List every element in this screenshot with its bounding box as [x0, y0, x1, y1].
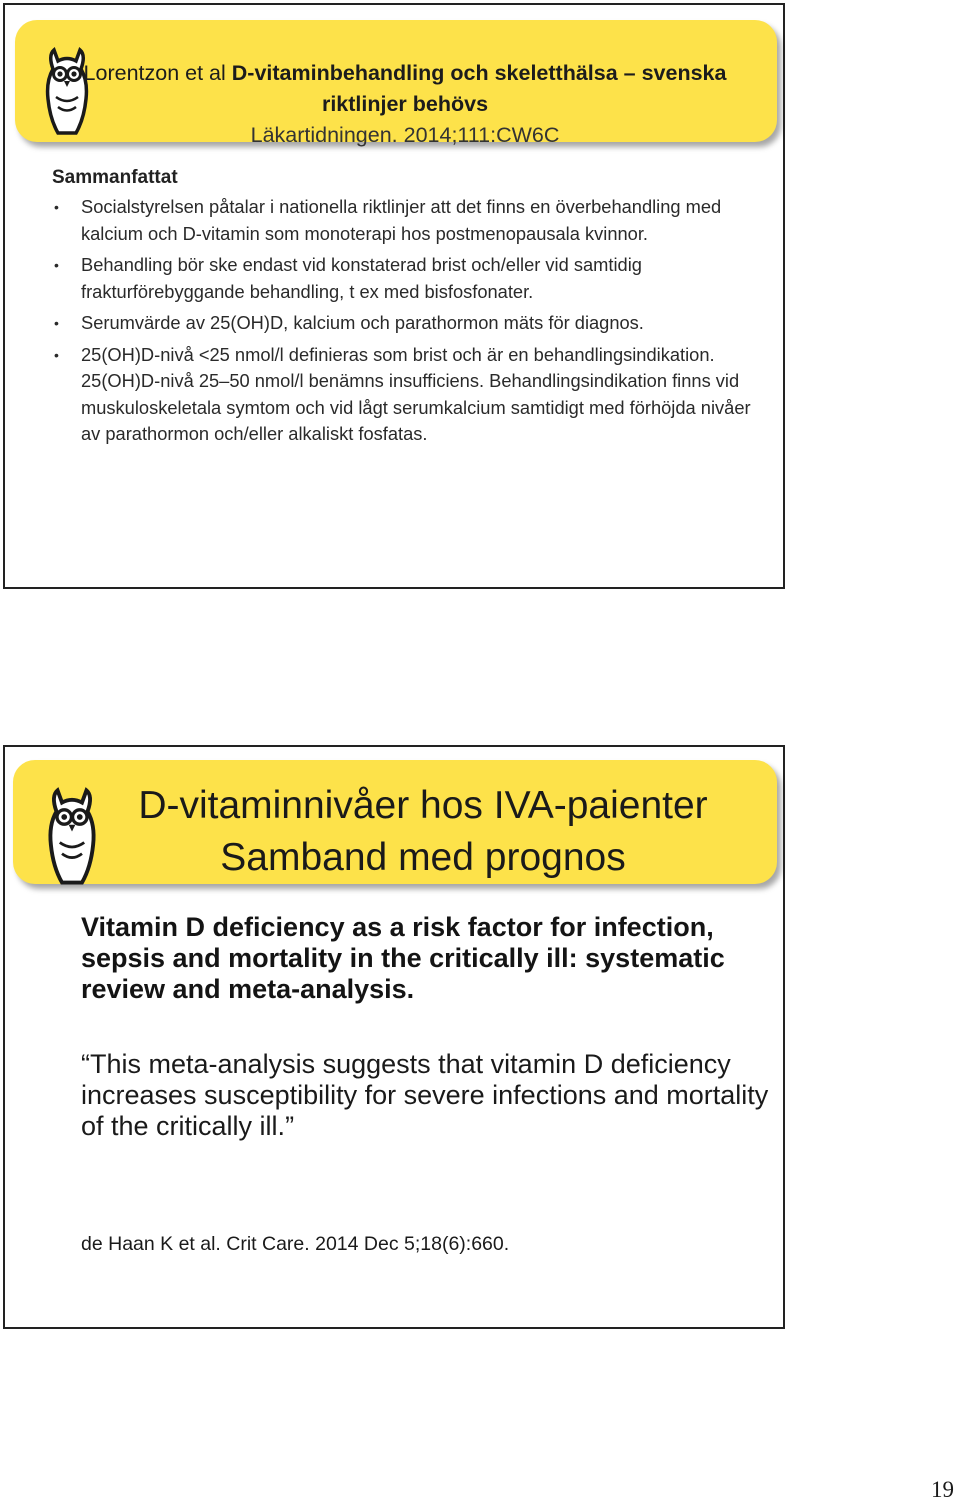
- journal-reference: 2014;111:CW6C: [403, 123, 560, 147]
- slide-1: [3, 3, 785, 589]
- bullet-icon: •: [54, 199, 59, 215]
- bullet-text: 25(OH)D-nivå <25 nmol/l definieras som brist och är en behandlingsindikation. 25(OH)D-nivå 25–50 nmol/l benämns insufficiens. Behandlingsindikation finns vid muskuloskeletala symtom och vid lågt serumkalcium samtidigt med förhöjda nivåer av parathormon och/eller alkaliskt fosfatas.: [81, 343, 751, 444]
- bullet-text: Serumvärde av 25(OH)D, kalcium och parathormon mäts för diagnos.: [81, 312, 644, 333]
- list-item: [52, 342, 752, 448]
- quote-text: This meta-analysis suggests that vitamin D deficiency increases susceptibility for severe infections and mortality of the critically ill.: [81, 1049, 769, 1141]
- slide-2-title: [73, 780, 773, 884]
- slide-2-title-banner: [13, 760, 777, 884]
- quote-block: [81, 1049, 771, 1142]
- list-item: [52, 194, 752, 247]
- paper-title: Vitamin D deficiency as a risk factor for infection, sepsis and mortality in the critically ill: systematic review and meta-analysis.: [81, 912, 725, 1004]
- slide-2: [3, 745, 785, 1329]
- slide-1-banner-text: [55, 58, 755, 151]
- article-authors: Lorentzon et al: [83, 61, 226, 85]
- list-item: [52, 310, 752, 337]
- bullet-icon: •: [54, 346, 59, 363]
- bullet-text: Socialstyrelsen påtalar i nationella riktlinjer att det finns en överbehandling med kalcium och D-vitamin som monoterapi hos postmenopausala kvinnor.: [81, 196, 722, 244]
- article-title-line-2: riktlinjer behövs: [321, 92, 489, 116]
- bullet-icon: •: [54, 257, 59, 273]
- slide-1-title-banner: [15, 20, 777, 147]
- list-item: [52, 252, 752, 305]
- summary-bullet-list: [52, 194, 752, 453]
- slide-title-line-1: D-vitaminnivåer hos IVA-paienter: [138, 784, 708, 827]
- citation: de Haan K et al. Crit Care. 2014 Dec 5;18(6):660.: [81, 1233, 510, 1255]
- section-title: Sammanfattat: [52, 167, 178, 188]
- bullet-icon: •: [54, 315, 59, 331]
- journal-name: Läkartidningen.: [250, 123, 398, 147]
- bullet-text: Behandling bör ske endast vid konstaterad brist och/eller vid samtidig frakturförebyggande behandling, t ex med bisfosfonater.: [81, 254, 642, 302]
- slide-title-line-2: Samband med prognos: [220, 836, 626, 879]
- quote-close-mark: ”: [285, 1111, 295, 1141]
- quote-open-mark: “: [81, 1049, 90, 1079]
- article-title-line-1: D-vitaminbehandling och skeletthälsa – svenska: [231, 61, 727, 85]
- page-number: 19: [931, 1477, 954, 1502]
